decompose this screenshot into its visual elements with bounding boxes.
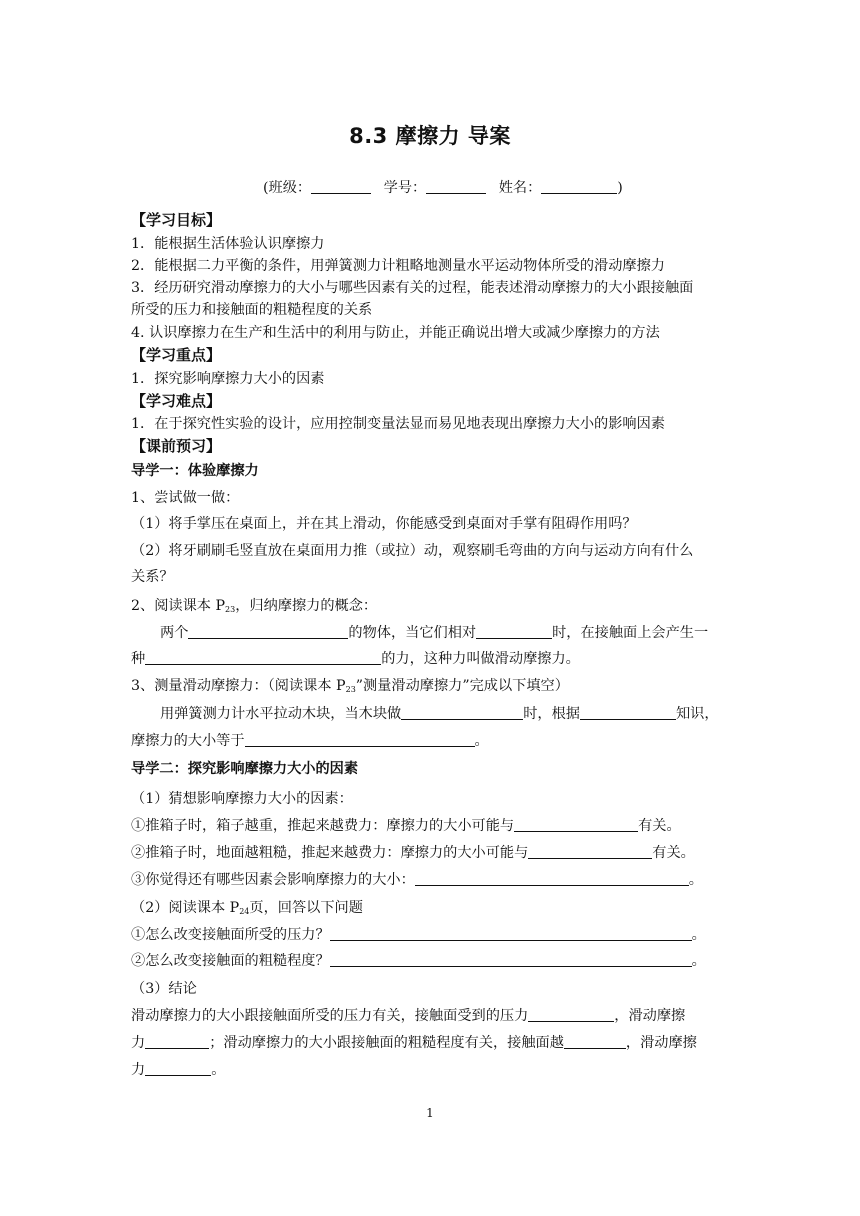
fill-blank[interactable] <box>564 1034 626 1049</box>
question-1b-line2: 关系？ <box>131 569 174 585</box>
question-3: 3、测量滑动摩擦力：（阅读课本 $P_{23}$”测量滑动摩擦力”完成以下填空） <box>131 678 569 694</box>
key-points-heading: 【学习重点】 <box>131 346 222 364</box>
goal-item: 所受的压力和接触面的粗糙程度的关系 <box>131 302 373 318</box>
fill-blank[interactable] <box>330 952 692 967</box>
part1-heading: 导学一：体验摩擦力 <box>131 463 259 479</box>
goal-item: 1．能根据生活体验认识摩擦力 <box>131 236 325 252</box>
goal-item: 4. 认识摩擦力在生产和生活中的利用与防止，并能正确说出增大或减少摩擦力的方法 <box>131 325 660 341</box>
page-title: 8.3 摩擦力 导案 <box>349 124 511 148</box>
fill-blank[interactable] <box>528 1007 614 1022</box>
student-number-blank[interactable] <box>426 179 486 194</box>
reading-heading: （2）阅读课本 $P_{24}$页，回答以下问题 <box>131 900 363 916</box>
class-blank[interactable] <box>311 179 371 194</box>
fill-blank[interactable] <box>145 1061 211 1076</box>
part2-heading: 导学二：探究影响摩擦力大小的因素 <box>131 761 359 777</box>
reading-1: ①怎么改变接触面所受的压力？ 。 <box>131 927 706 943</box>
fill-blank[interactable] <box>476 624 552 639</box>
fill-blank[interactable] <box>145 1034 209 1049</box>
page-number: 1 <box>426 1106 434 1120</box>
fill-blank[interactable] <box>415 871 689 886</box>
guess-1: ①推箱子时，箱子越重，推起来越费力：摩擦力的大小可能与 有关。 <box>131 818 681 834</box>
fill-blank[interactable] <box>514 817 638 832</box>
goal-item: 2．能根据二力平衡的条件，用弹簧测力计粗略地测量水平运动物体所受的滑动摩擦力 <box>131 258 665 274</box>
difficulties-heading: 【学习难点】 <box>131 392 222 410</box>
definition-line2: 种 的力，这种力叫做滑动摩擦力。 <box>131 651 580 667</box>
preview-heading: 【课前预习】 <box>131 437 222 455</box>
conclusion-line3: 力 。 <box>131 1062 226 1078</box>
guess-3: ③你觉得还有哪些因素会影响摩擦力的大小： 。 <box>131 872 703 888</box>
fill-blank[interactable] <box>580 705 676 720</box>
question-2: 2、阅读课本 $P_{23}$，归纳摩擦力的概念： <box>131 598 378 614</box>
student-info-line: (班级： 学号： 姓名： ) <box>263 180 623 196</box>
definition-line1: 两个 的物体，当它们相对 时，在接触面上会产生一 <box>160 625 709 641</box>
difficulty-item: 1．在于探究性实验的设计，应用控制变量法显而易见地表现出摩擦力大小的影响因素 <box>131 416 665 432</box>
fill-blank[interactable] <box>245 732 475 747</box>
conclusion-line2: 力 ；滑动摩擦力的大小跟接触面的粗糙程度有关，接触面越 ，滑动摩擦 <box>131 1035 697 1051</box>
fill-blank[interactable] <box>330 926 692 941</box>
measure-line2: 摩擦力的大小等于 。 <box>131 733 489 749</box>
fill-blank[interactable] <box>145 650 381 665</box>
question-1a: （1）将手掌压在桌面上，并在其上滑动，你能感受到桌面对手掌有阻碍作用吗？ <box>131 516 637 532</box>
learning-goals-heading: 【学习目标】 <box>131 211 222 229</box>
guess-heading: （1）猜想影响摩擦力大小的因素： <box>131 791 353 807</box>
goal-item: 3．经历研究滑动摩擦力的大小与哪些因素有关的过程，能表述滑动摩擦力的大小跟接触面 <box>131 280 694 296</box>
question-1: 1、尝试做一做： <box>131 490 240 506</box>
reading-2: ②怎么改变接触面的粗糙程度？ 。 <box>131 953 706 969</box>
fill-blank[interactable] <box>528 844 652 859</box>
fill-blank[interactable] <box>401 705 523 720</box>
conclusion-line1: 滑动摩擦力的大小跟接触面所受的压力有关，接触面受到的压力 ，滑动摩擦 <box>131 1008 686 1024</box>
question-1b-line1: （2）将牙刷刷毛竖直放在桌面用力推（或拉）动，观察刷毛弯曲的方向与运动方向有什么 <box>131 543 694 559</box>
name-blank[interactable] <box>541 179 617 194</box>
key-point-item: 1．探究影响摩擦力大小的因素 <box>131 371 325 387</box>
guess-2: ②推箱子时，地面越粗糙，推起来越费力：摩擦力的大小可能与 有关。 <box>131 845 695 861</box>
fill-blank[interactable] <box>188 624 348 639</box>
measure-line1: 用弹簧测力计水平拉动木块，当木块做 时，根据 知识， <box>160 706 719 722</box>
conclusion-heading: （3）结论 <box>131 981 197 997</box>
